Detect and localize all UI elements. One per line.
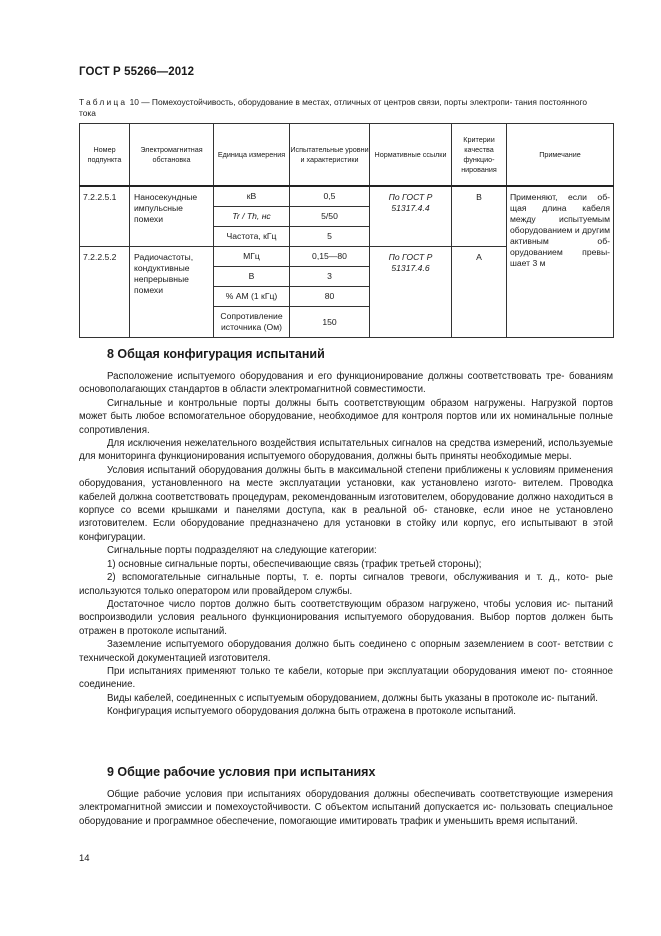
col-header-criteria: Критерии качества функцио- нирования bbox=[452, 124, 507, 187]
cell-unit: В bbox=[214, 267, 290, 287]
cell-environment: Радиочастоты, кондуктивные непрерывные помехи bbox=[130, 247, 214, 338]
cell-value: 0,5 bbox=[290, 186, 370, 207]
cell-value: 3 bbox=[290, 267, 370, 287]
paragraph: Общие рабочие условия при испытаниях оборудования должны обеспечивать соответствующие измерения электромагнитной эмиссии и помехоустойчивости. С объектом испытаний допускается ис- пользовать специальное оборудование и программное обеспечение, помогающие имитировать трафик и уменьшить время испытаний. bbox=[79, 789, 613, 827]
cell-criteria: В bbox=[452, 186, 507, 247]
list-item: 2) вспомогательные сигнальные порты, т. е. порты сигналов тревоги, обслуживания и т. д., кото- рые используются только оператором или провайдером службы. bbox=[79, 572, 613, 597]
table-caption-word: Таблица bbox=[79, 97, 128, 107]
section-9-title: 9 Общие рабочие условия при испытаниях bbox=[107, 765, 376, 779]
section-9-body bbox=[79, 788, 613, 828]
cell-unit: кВ bbox=[214, 186, 290, 207]
col-header-environment: Электромагнитная обстановка bbox=[130, 124, 214, 187]
paragraph: Сигнальные порты подразделяют на следующие категории: bbox=[107, 545, 377, 557]
cell-value: 5/50 bbox=[290, 207, 370, 227]
cell-value: 150 bbox=[290, 307, 370, 338]
cell-value: 5 bbox=[290, 227, 370, 247]
cell-number: 7.2.2.5.1 bbox=[80, 186, 130, 247]
table-caption-text: 10 — Помехоустойчивость, оборудование в местах, отличных от центров связи, порты электропи- тания постоянного тока bbox=[79, 97, 588, 118]
cell-note: Применяют, если об- щая длина кабеля между испытуемым оборудованием и другим активным об- орудованием превы- шает 3 м bbox=[507, 186, 614, 338]
paragraph: Для исключения нежелательного воздействия испытательных сигналов на средства измерений, используемые для мониторинга функционирования испытуемого оборудования, должны быть приняты необходимые меры. bbox=[79, 438, 613, 463]
table-row bbox=[80, 186, 614, 207]
cell-unit: МГц bbox=[214, 247, 290, 267]
list-item: 1) основные сигнальные порты, обеспечивающие связь (трафик третьей стороны); bbox=[107, 558, 482, 570]
cell-environment: Наносекундные импульсные помехи bbox=[130, 186, 214, 247]
paragraph: Сигнальные и контрольные порты должны быть соответствующим образом нагружены. Нагрузкой портов может быть любое вспомогательное оборудование, необходимое для контроля портов или их номинальные полные сопротивления. bbox=[79, 397, 613, 436]
col-header-unit: Единица измерения bbox=[214, 124, 290, 187]
interference-table bbox=[79, 123, 614, 338]
col-header-references: Нормативные ссылки bbox=[370, 124, 452, 187]
cell-unit: Сопротивление источника (Ом) bbox=[214, 307, 290, 338]
col-header-number: Номер подпункта bbox=[80, 124, 130, 187]
section-8-title: 8 Общая конфигурация испытаний bbox=[107, 347, 325, 361]
cell-reference: По ГОСТ Р 51317.4.4 bbox=[370, 186, 452, 247]
page-number: 14 bbox=[79, 853, 90, 864]
document-header: ГОСТ Р 55266—2012 bbox=[79, 66, 195, 78]
section-8-body bbox=[79, 370, 613, 719]
cell-criteria: А bbox=[452, 247, 507, 338]
paragraph: Конфигурация испытуемого оборудования должна быть отражена в протоколе испытаний. bbox=[107, 706, 516, 718]
cell-unit: Tr / Th, нс bbox=[214, 207, 290, 227]
cell-value: 0,15—80 bbox=[290, 247, 370, 267]
paragraph: Виды кабелей, соединенных с испытуемым оборудованием, должны быть указаны в протоколе ис- пытаний. bbox=[107, 692, 598, 704]
cell-unit: Частота, кГц bbox=[214, 227, 290, 247]
cell-value: 80 bbox=[290, 287, 370, 307]
cell-number: 7.2.2.5.2 bbox=[80, 247, 130, 338]
col-header-note: Примечание bbox=[507, 124, 614, 187]
paragraph: Расположение испытуемого оборудования и его функционирование должны соответствовать тре- бованиям основополагающих стандартов в области электромагнитной совместимости. bbox=[79, 371, 613, 396]
paragraph: Условия испытаний оборудования должны быть в максимальной степени приближены к условиям применения оборудования, установленного на месте эксплуатации установки, как установлено изгото- вителем. Проводка кабелей должна соответствовать процедурам, рекомендованным изготовителем, оборудование должно находиться в корпусе со всеми крышками и панелями доступа, как в реальной об- становке, если иное не установлено изготовителем. Если оборудование предназначено для установки в стойку или корпус, его испытывают в этой конфигурации. bbox=[79, 464, 613, 543]
paragraph: Заземление испытуемого оборудования должно быть соединено с опорным заземлением в соот- ветствии с технической документацией изготовителя. bbox=[79, 639, 613, 664]
cell-unit: % АМ (1 кГц) bbox=[214, 287, 290, 307]
paragraph: Достаточное число портов должно быть соответствующим образом нагружено, чтобы условия ис- пытаний воспроизводили условия реального функционирования испытуемого оборудования. Выбор портов должен быть отражен в протоколе испытаний. bbox=[79, 598, 613, 637]
paragraph: При испытаниях применяют только те кабели, которые при эксплуатации оборудования имеют по- стоянное соединение. bbox=[79, 665, 613, 691]
col-header-levels: Испытательные уровни и характеристики bbox=[290, 124, 370, 187]
table-caption bbox=[79, 97, 589, 119]
cell-reference: По ГОСТ Р 51317.4.6 bbox=[370, 247, 452, 338]
